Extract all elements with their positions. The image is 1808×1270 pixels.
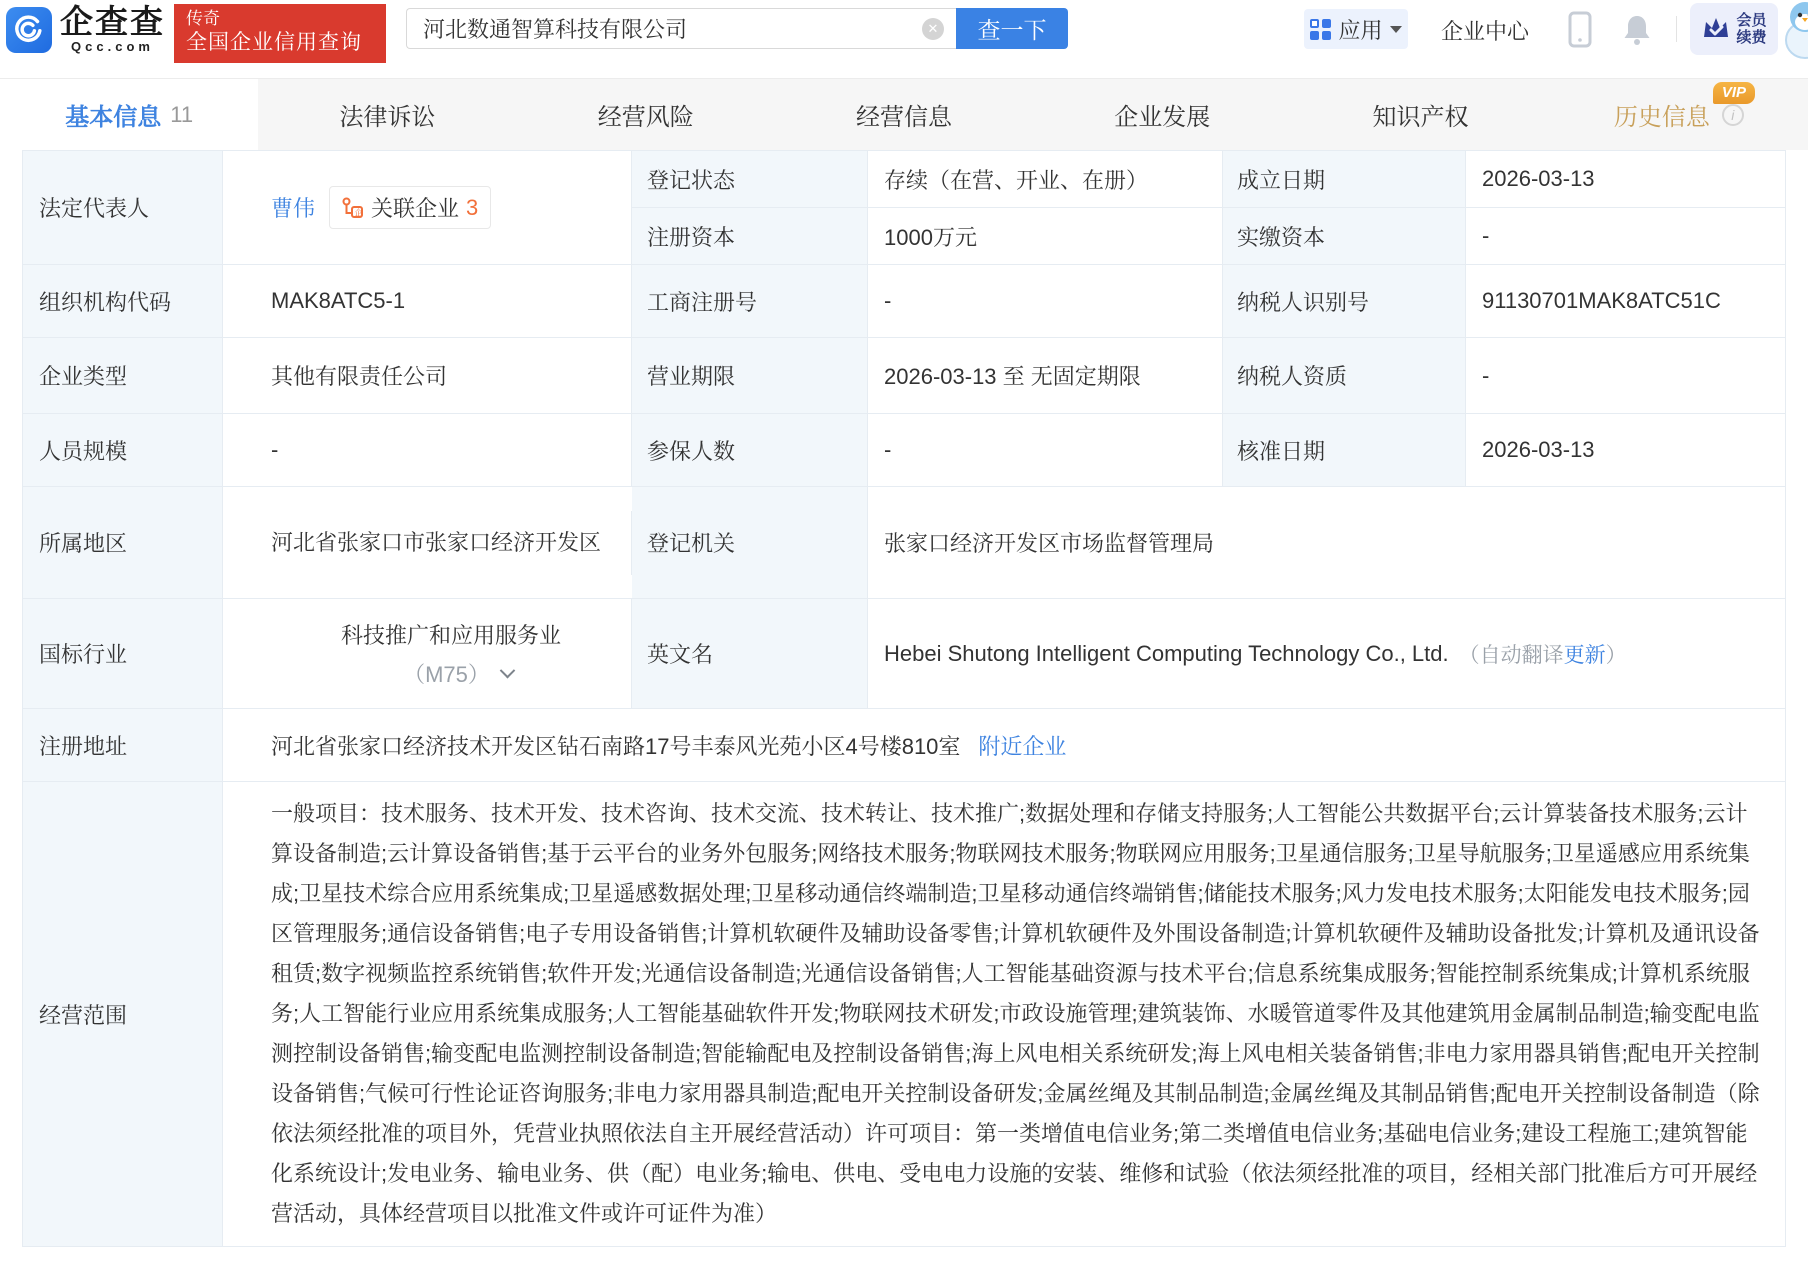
header-divider [1676, 16, 1677, 42]
tab-label: 知识产权 [1372, 104, 1469, 131]
assistant-mascot-icon[interactable] [1782, 0, 1808, 65]
qcc-logo-icon [6, 7, 52, 53]
biz-term-value: 2026-03-13 至 无固定期限 [868, 338, 1223, 413]
chevron-down-icon [1390, 26, 1402, 33]
apps-menu-button[interactable] [1304, 9, 1408, 49]
reg-authority-label: 登记机关 [632, 487, 868, 598]
paid-capital-label: 实缴资本 [1223, 208, 1466, 264]
en-name-label: 英文名 [632, 599, 868, 708]
staff-size-value: - [223, 414, 632, 486]
industry-code: （M75） [389, 658, 513, 689]
table-row [23, 265, 1785, 338]
notifications-bell-icon[interactable] [1622, 13, 1652, 52]
crown-icon [1701, 15, 1731, 43]
table-row [23, 151, 1785, 265]
section-tabs [0, 78, 1808, 150]
apps-grid-icon [1310, 19, 1331, 40]
info-icon[interactable]: i [1722, 104, 1744, 126]
apps-label: 应用 [1338, 17, 1383, 43]
auto-translate-note: （自动翻译更新） [1458, 643, 1627, 667]
biz-reg-no-label: 工商注册号 [632, 265, 868, 337]
search-box [406, 8, 956, 49]
tax-id-label: 纳税人识别号 [1223, 265, 1466, 337]
table-row [23, 782, 1785, 1246]
tab-company-development[interactable] [1033, 79, 1291, 150]
org-code-label: 组织机构代码 [23, 265, 223, 337]
table-row [23, 414, 1785, 487]
related-companies-count: 3 [466, 194, 479, 220]
qcc-logo[interactable] [6, 5, 165, 54]
spiral-glyph [12, 13, 46, 47]
legal-rep-label: 法定代表人 [23, 151, 223, 264]
tab-label: 经营风险 [597, 104, 694, 131]
clear-search-icon[interactable]: ✕ [922, 18, 944, 40]
brand-name: 企查查 [60, 3, 165, 40]
reg-authority-value: 张家口经济开发区市场监督管理局 [884, 531, 1215, 556]
brand-domain: Qcc.com [71, 39, 154, 54]
slogan-line1: 传奇 [186, 9, 220, 28]
org-chart-icon [342, 197, 364, 219]
tab-operating-risk[interactable] [517, 79, 775, 150]
tab-label: 经营信息 [855, 104, 952, 131]
translate-update-link[interactable]: 更新 [1563, 643, 1606, 667]
address-label: 注册地址 [23, 709, 223, 781]
top-bar [0, 0, 1808, 78]
paid-capital-value: - [1482, 223, 1490, 248]
reg-capital-label: 注册资本 [632, 208, 868, 264]
svg-text:企: 企 [354, 208, 363, 217]
tab-intellectual-property[interactable] [1291, 79, 1549, 150]
status-subtable [632, 151, 1785, 264]
est-date-value: 2026-03-13 [1482, 166, 1595, 191]
address-value: 河北省张家口经济技术开发区钻石南路17号丰泰风光苑小区4号楼810室 [271, 733, 961, 759]
tab-history-info[interactable] [1550, 79, 1808, 150]
table-row [23, 338, 1785, 414]
tab-label: 历史信息 [1613, 104, 1710, 131]
tab-label: 法律诉讼 [339, 104, 436, 131]
related-companies-button[interactable] [329, 186, 491, 229]
mobile-app-icon[interactable] [1567, 11, 1593, 54]
tab-label: 基本信息 [65, 104, 162, 131]
region-value: 河北省张家口市张家口经济开发区 [223, 511, 632, 575]
tab-count: 11 [170, 101, 194, 127]
reg-status-value: 存续（在营、开业、在册） [868, 151, 1223, 207]
chevron-down-icon[interactable] [500, 662, 516, 678]
enterprise-center-link[interactable]: 企业中心 [1441, 19, 1530, 44]
address-cell [223, 709, 1785, 781]
search-button[interactable]: 查一下 [956, 8, 1068, 49]
taxpayer-quality-label: 纳税人资质 [1223, 338, 1466, 413]
member-renew-label: 会员 续费 [1736, 12, 1767, 46]
reg-capital-value: 1000万元 [868, 208, 1223, 264]
org-code-value: MAK8ATC5-1 [223, 265, 632, 337]
legal-rep-link[interactable]: 曹伟 [271, 196, 316, 221]
tab-legal-litigation[interactable] [258, 79, 516, 150]
brand-text [60, 5, 165, 54]
tab-operating-info[interactable] [775, 79, 1033, 150]
reg-status-label: 登记状态 [632, 151, 868, 207]
vip-badge: VIP [1713, 82, 1755, 104]
industry-value: 科技推广和应用服务业 [340, 622, 561, 648]
biz-reg-no-value: - [868, 265, 1223, 337]
est-date-label: 成立日期 [1223, 151, 1466, 207]
en-name-cell [868, 599, 1785, 708]
related-companies-label: 关联企业 [371, 196, 460, 221]
legal-rep-cell [223, 151, 632, 264]
taxpayer-quality-value: - [1482, 362, 1490, 388]
approval-date-label: 核准日期 [1223, 414, 1466, 486]
industry-label: 国标行业 [23, 599, 223, 708]
insured-count-value: - [868, 414, 1223, 486]
insured-count-label: 参保人数 [632, 414, 868, 486]
tax-id-value: 91130701MAK8ATC51C [1482, 288, 1721, 313]
company-info-table [22, 150, 1786, 1247]
search-input[interactable] [407, 16, 922, 42]
region-label: 所属地区 [23, 487, 223, 598]
business-scope-label: 经营范围 [23, 782, 223, 1246]
table-row [23, 599, 1785, 709]
member-renew-button[interactable] [1690, 3, 1778, 55]
en-name-value: Hebei Shutong Intelligent Computing Technology Co., Ltd. [884, 640, 1449, 666]
company-type-value: 其他有限责任公司 [223, 338, 632, 413]
staff-size-label: 人员规模 [23, 414, 223, 486]
table-row [23, 709, 1785, 782]
table-row [23, 487, 1785, 599]
approval-date-value: 2026-03-13 [1482, 437, 1595, 462]
industry-cell [223, 599, 632, 708]
tab-basic-info[interactable] [0, 79, 258, 150]
biz-term-label: 营业期限 [632, 338, 868, 413]
company-type-label: 企业类型 [23, 338, 223, 413]
nearby-companies-link[interactable]: 附近企业 [978, 733, 1067, 759]
tab-label: 企业发展 [1114, 104, 1211, 131]
business-scope-value: 一般项目：技术服务、技术开发、技术咨询、技术交流、技术转让、技术推广;数据处理和存储支持服务;人工智能公共数据平台;云计算装备技术服务;云计算设备制造;云计算设备销售;基于云平台的业务外包服务;网络技术服务;物联网技术服务;物联网应用服务;卫星通信服务;卫星导航服务;卫星遥感应用系统集成;卫星技术综合应用系统集成;卫星遥感数据处理;卫星移动通信终端制造;卫星移动通信终端销售;储能技术服务;风力发电技术服务;太阳能发电技术服务;园区管理服务;通信设备销售;电子专用设备销售;计算机软硬件及辅助设备零售;计算机软硬件及外围设备制造;计算机软硬件及辅助设备批发;计算机及通讯设备租赁;数字视频监控系统销售;软件开发;光通信设备制造;光通信设备销售;人工智能基础资源与技术平台;信息系统集成服务;智能控制系统集成;计算机系统服务;人工智能行业应用系统集成服务;人工智能基础软件开发;物联网技术研发;市政设施管理;建筑装饰、水暖管道零件及其他建筑用金属制品制造;输变配电监测控制设备销售;输变配电监测控制设备制造;智能输配电及控制设备销售;海上风电相关系统研发;海上风电相关装备销售;非电力家用器具销售;配电开关控制设备销售;气候可行性论证咨询服务;非电力家用器具制造;配电开关控制设备研发;金属丝绳及其制品制造;金属丝绳及其制品销售;配电开关控制设备制造（除依法须经批准的项目外，凭营业执照依法自主开展经营活动）许可项目：第一类增值电信业务;第二类增值电信业务;基础电信业务;建设工程施工;建筑智能化系统设计;发电业务、输电业务、供（配）电业务;输电、供电、受电电力设施的安装、维修和试验（依法须经批准的项目，经相关部门批准后方可开展经营活动，具体经营项目以批准文件或许可证件为准） [271, 801, 1760, 1226]
slogan-line2: 全国企业信用查询 [186, 31, 362, 54]
slogan-badge [174, 4, 386, 63]
